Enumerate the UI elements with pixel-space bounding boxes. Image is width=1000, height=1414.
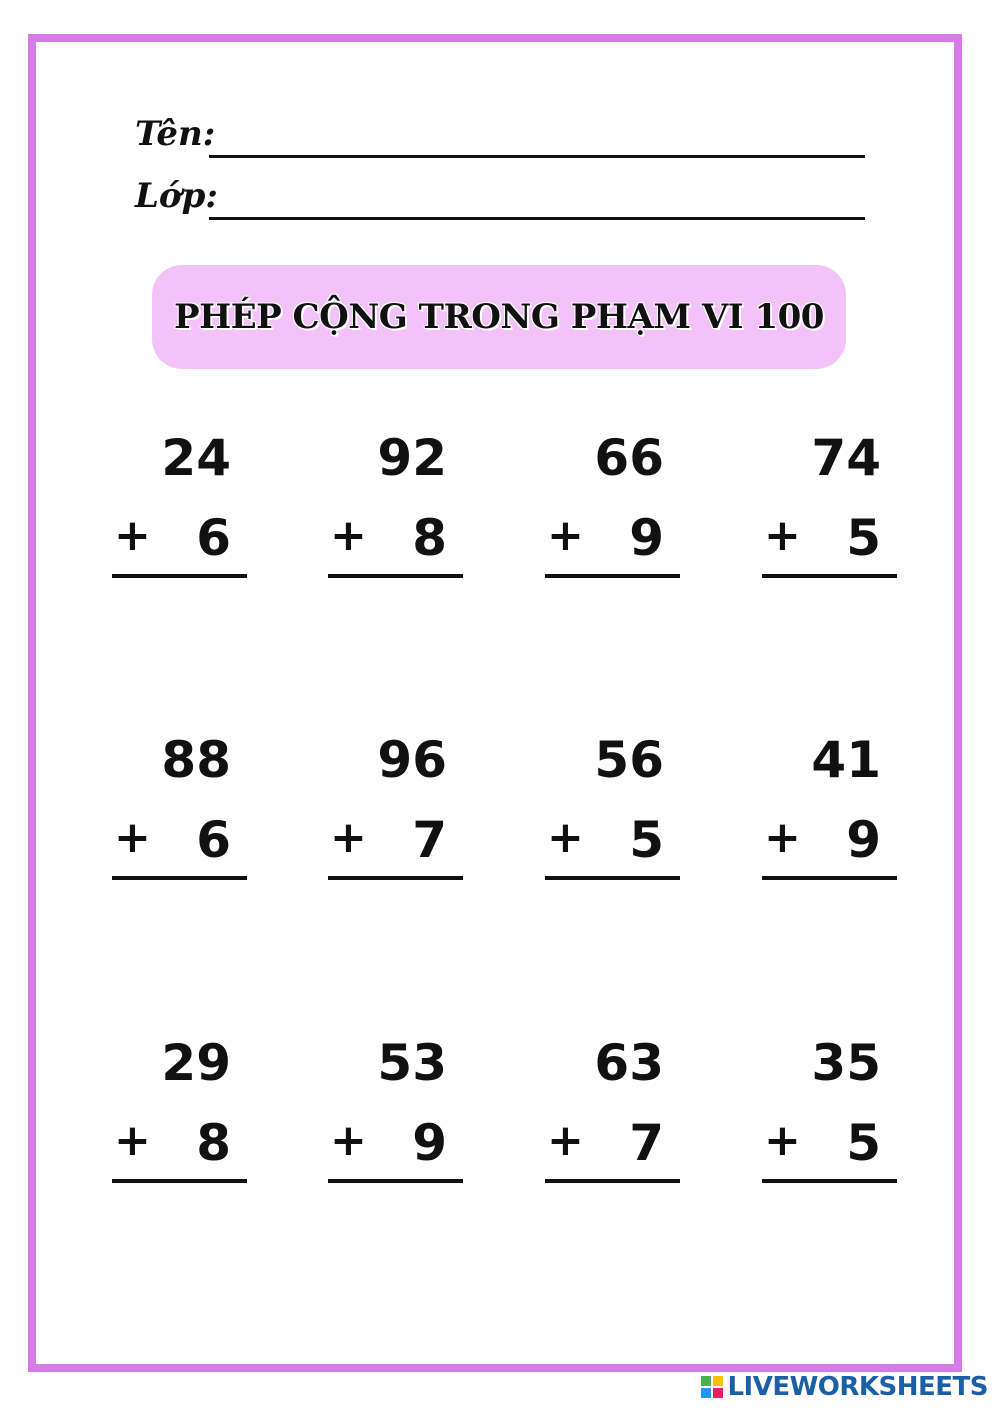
problem-2	[328, 428, 463, 578]
answer-line[interactable]	[545, 876, 680, 880]
problem-3	[545, 428, 680, 578]
problem-5	[112, 730, 247, 880]
addend-bottom: 5	[846, 509, 881, 567]
addend-top: 66	[594, 429, 664, 487]
problem-12	[762, 1033, 897, 1183]
answer-line[interactable]	[328, 876, 463, 880]
plus-sign: +	[764, 1115, 801, 1166]
problem-6	[328, 730, 463, 880]
class-answer-line[interactable]	[209, 217, 865, 220]
addend-top: 63	[594, 1034, 664, 1092]
worksheet-title: PHÉP CỘNG TRONG PHẠM VI 100	[174, 297, 824, 337]
class-label: Lớp:	[135, 176, 218, 216]
addend-bottom: 7	[412, 811, 447, 869]
addend-top: 41	[811, 731, 881, 789]
answer-line[interactable]	[762, 1179, 897, 1183]
answer-line[interactable]	[328, 574, 463, 578]
problem-1	[112, 428, 247, 578]
plus-sign: +	[764, 812, 801, 863]
answer-line[interactable]	[545, 574, 680, 578]
problem-4	[762, 428, 897, 578]
answer-line[interactable]	[545, 1179, 680, 1183]
answer-line[interactable]	[112, 876, 247, 880]
logo-icon	[701, 1376, 723, 1398]
addend-top: 53	[377, 1034, 447, 1092]
plus-sign: +	[114, 812, 151, 863]
addend-bottom: 8	[196, 1114, 231, 1172]
plus-sign: +	[547, 812, 584, 863]
plus-sign: +	[547, 510, 584, 561]
addend-top: 88	[161, 731, 231, 789]
class-field	[135, 160, 865, 220]
addend-top: 74	[811, 429, 881, 487]
addend-top: 56	[594, 731, 664, 789]
addend-top: 24	[161, 429, 231, 487]
name-answer-line[interactable]	[209, 155, 865, 158]
problem-7	[545, 730, 680, 880]
name-field	[135, 98, 865, 158]
plus-sign: +	[547, 1115, 584, 1166]
liveworksheets-logo	[701, 1372, 988, 1402]
title-banner	[152, 265, 846, 369]
addend-bottom: 9	[412, 1114, 447, 1172]
addend-bottom: 5	[846, 1114, 881, 1172]
plus-sign: +	[114, 510, 151, 561]
plus-sign: +	[330, 1115, 367, 1166]
problem-11	[545, 1033, 680, 1183]
answer-line[interactable]	[328, 1179, 463, 1183]
problem-8	[762, 730, 897, 880]
addend-bottom: 6	[196, 509, 231, 567]
addend-bottom: 6	[196, 811, 231, 869]
plus-sign: +	[764, 510, 801, 561]
answer-line[interactable]	[762, 876, 897, 880]
problem-9	[112, 1033, 247, 1183]
answer-line[interactable]	[112, 1179, 247, 1183]
plus-sign: +	[330, 812, 367, 863]
answer-line[interactable]	[112, 574, 247, 578]
addend-top: 29	[161, 1034, 231, 1092]
name-label: Tên:	[135, 114, 216, 154]
problem-10	[328, 1033, 463, 1183]
addend-bottom: 8	[412, 509, 447, 567]
plus-sign: +	[114, 1115, 151, 1166]
plus-sign: +	[330, 510, 367, 561]
addend-top: 35	[811, 1034, 881, 1092]
addend-bottom: 5	[629, 811, 664, 869]
addend-bottom: 9	[846, 811, 881, 869]
addend-top: 96	[377, 731, 447, 789]
logo-text: LIVEWORKSHEETS	[727, 1372, 988, 1402]
addend-bottom: 7	[629, 1114, 664, 1172]
addend-bottom: 9	[629, 509, 664, 567]
addend-top: 92	[377, 429, 447, 487]
answer-line[interactable]	[762, 574, 897, 578]
